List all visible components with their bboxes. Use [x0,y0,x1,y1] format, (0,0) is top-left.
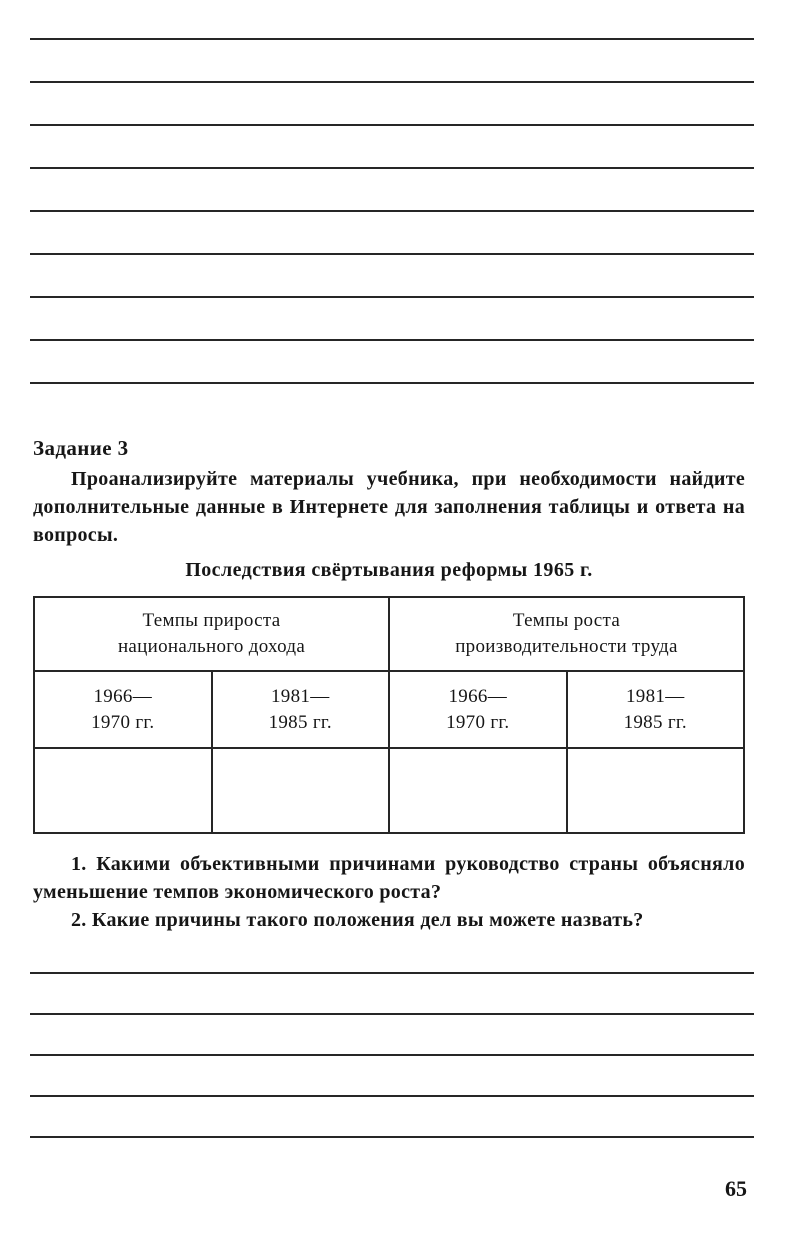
writing-line [30,38,754,40]
writing-lines-bottom [30,972,754,1177]
colgroup-label-line: национального дохода [117,636,306,657]
writing-line [30,210,754,212]
writing-line [30,339,754,341]
questions-block [33,850,745,934]
table-title: Последствия свёртывания реформы 1965 г. [185,559,593,581]
colgroup-label-line: производительности труда [455,636,678,657]
period-label-line: 1981— [626,685,685,707]
writing-lines-top [30,38,754,425]
colgroup-label-line: Темпы прироста [142,610,281,631]
writing-line [30,167,754,169]
period-label-line: 1970 гг. [446,711,510,733]
writing-line [30,81,754,83]
writing-line [30,1136,754,1138]
period-label-line: 1970 гг. [91,711,155,733]
question-2: 2. Какие причины такого положения дел вы можете назвать? [71,909,644,931]
table-fill-in-cell [389,748,567,833]
table-period-header [567,671,745,748]
period-label-line: 1966— [93,685,152,707]
table-period-header-row [34,671,744,748]
period-label-line: 1981— [271,685,330,707]
period-label-line: 1966— [448,685,507,707]
writing-line [30,1054,754,1056]
colgroup-label-line: Темпы роста [512,610,621,631]
table-colgroup-labor-productivity [389,597,744,671]
table-colgroup-national-income [34,597,389,671]
page-number: 65 [725,1176,747,1201]
question-1: 1. Какими объективными причинами руководство страны объясняло уменьшение темпов экономического роста? [33,853,745,903]
writing-line [30,1095,754,1097]
printed-content [33,436,745,934]
table-fill-in-cell [212,748,390,833]
writing-line [30,972,754,974]
table-period-header [389,671,567,748]
task-instruction: Проанализируйте материалы учебника, при необходимости найдите дополнительные данные в Интернете для заполнения таблицы и ответа на вопросы. [33,468,745,546]
table-group-header-row [34,597,744,671]
table-period-header [212,671,390,748]
writing-line [30,1013,754,1015]
task-title: Задание 3 [33,436,129,460]
writing-line [30,124,754,126]
period-label-line: 1985 гг. [623,711,687,733]
writing-line [30,382,754,384]
writing-line [30,296,754,298]
period-label-line: 1985 гг. [268,711,332,733]
table-period-header [34,671,212,748]
table-fill-in-cell [34,748,212,833]
consequences-table [33,596,745,834]
table-fill-in-row [34,748,744,833]
writing-line [30,253,754,255]
table-fill-in-cell [567,748,745,833]
